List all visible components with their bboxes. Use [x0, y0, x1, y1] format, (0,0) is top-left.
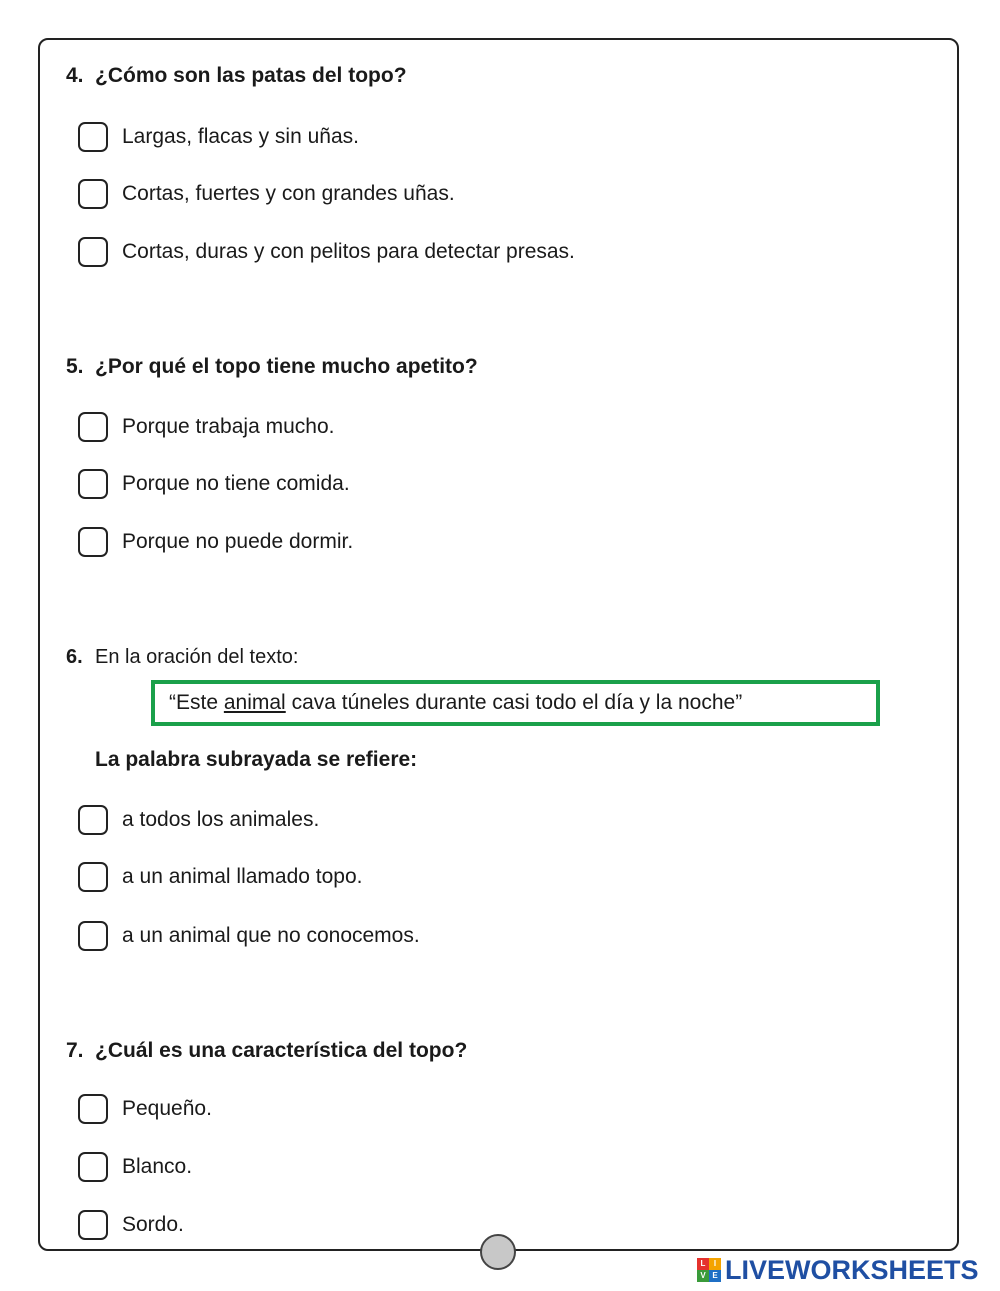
q7-option-1[interactable] — [78, 1092, 212, 1126]
option-label: Cortas, fuertes y con grandes uñas. — [122, 182, 455, 205]
question-6-prompt: La palabra subrayada se refiere: — [95, 748, 418, 771]
liveworksheets-logo — [697, 1254, 979, 1286]
q4-option-1[interactable] — [78, 120, 359, 154]
q5-option-1[interactable] — [78, 410, 334, 444]
worksheet-frame — [38, 38, 959, 1251]
checkbox[interactable] — [78, 1152, 108, 1182]
page-marker-circle — [480, 1234, 516, 1270]
option-label: a todos los animales. — [122, 808, 320, 831]
checkbox[interactable] — [78, 527, 108, 557]
logo-tile-v: V — [697, 1270, 709, 1282]
q5-option-2[interactable] — [78, 467, 350, 501]
liveworksheets-icon — [697, 1258, 721, 1282]
quoted-sentence-box — [151, 680, 880, 726]
underlined-word: animal — [223, 691, 286, 714]
question-6 — [66, 646, 298, 669]
option-label: Blanco. — [122, 1155, 193, 1178]
option-label: Porque no puede dormir. — [122, 530, 354, 553]
q6-option-1[interactable] — [78, 803, 319, 837]
logo-tile-l: L — [697, 1258, 709, 1270]
checkbox[interactable] — [78, 237, 108, 267]
option-label: Porque trabaja mucho. — [122, 415, 335, 438]
option-label: Pequeño. — [122, 1097, 212, 1120]
checkbox[interactable] — [78, 412, 108, 442]
brand-name: LIVEWORKSHEETS — [725, 1254, 979, 1285]
checkbox[interactable] — [78, 862, 108, 892]
question-5 — [66, 355, 478, 379]
checkbox[interactable] — [78, 1094, 108, 1124]
checkbox[interactable] — [78, 122, 108, 152]
q4-option-3[interactable] — [78, 235, 575, 269]
q6-option-3[interactable] — [78, 919, 420, 953]
logo-tile-i: I — [709, 1258, 721, 1270]
q7-option-2[interactable] — [78, 1150, 192, 1184]
option-label: Cortas, duras y con pelitos para detectar presas. — [122, 240, 575, 263]
question-number: 4. — [66, 64, 84, 87]
question-7 — [66, 1039, 467, 1063]
checkbox[interactable] — [78, 1210, 108, 1240]
option-label: a un animal llamado topo. — [122, 865, 363, 888]
option-label: Sordo. — [122, 1213, 184, 1236]
question-text: ¿Por qué el topo tiene mucho apetito? — [95, 355, 478, 378]
question-number: 7. — [66, 1039, 84, 1062]
option-label: Porque no tiene comida. — [122, 472, 350, 495]
option-label: a un animal que no conocemos. — [122, 924, 420, 947]
q4-option-2[interactable] — [78, 177, 455, 211]
q7-option-3[interactable] — [78, 1208, 184, 1242]
question-4 — [66, 64, 407, 88]
question-number: 6. — [66, 646, 83, 668]
question-text: ¿Cómo son las patas del topo? — [95, 64, 407, 87]
q6-option-2[interactable] — [78, 860, 363, 894]
question-text: ¿Cuál es una característica del topo? — [95, 1039, 468, 1062]
quote-text-before: “Este — [169, 691, 224, 714]
option-label: Largas, flacas y sin uñas. — [122, 125, 359, 148]
checkbox[interactable] — [78, 805, 108, 835]
q5-option-3[interactable] — [78, 525, 353, 559]
quote-text-after: cava túneles durante casi todo el día y la noche” — [285, 691, 743, 714]
logo-tile-e: E — [709, 1270, 721, 1282]
checkbox[interactable] — [78, 179, 108, 209]
question-number: 5. — [66, 355, 84, 378]
checkbox[interactable] — [78, 469, 108, 499]
checkbox[interactable] — [78, 921, 108, 951]
question-text: En la oración del texto: — [95, 646, 299, 668]
